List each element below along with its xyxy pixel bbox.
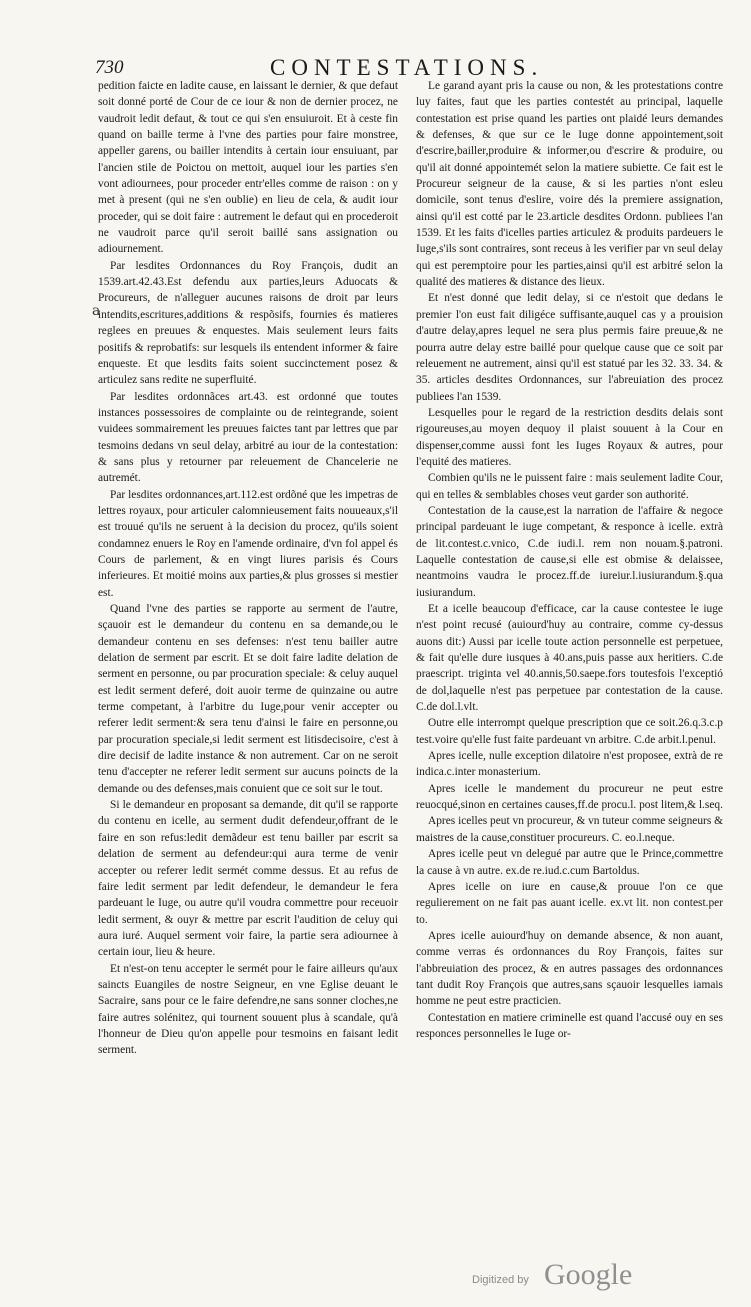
digitization-watermark	[472, 1255, 672, 1295]
paragraph: Par lesdites ordonnãces art.43. est ordonné que toutes instances possessoires de complainte ou de reintegrande, soient vuidees sommairement les preuues faictes tant par lettres que par tesmoins dedans vn seul delay, arbitré au iour de la contestation: & sans plus y retourner par releuement de Chancelerie ne autremét.	[98, 390, 398, 485]
paragraph: Apres icelle on iure en cause,& prouue l'on ce que regulierement on ne fait pas auant icelle. ex.vt lit. non contest.per to.	[416, 880, 723, 926]
paragraph: Contestation en matiere criminelle est quand l'accusé ouy en ses responces personnelles le Iuge or-	[416, 1011, 723, 1040]
paragraph: Apres icelle, nulle exception dilatoire n'est proposee, extrà de re indica.c.inter monasterium.	[416, 750, 723, 779]
running-title: CONTESTATIONS.	[270, 55, 544, 80]
paragraph: pedition faicte en ladite cause, en laissant le dernier, & que defaut soit donné porté de Cour de ce iour & non de dernier procez, ne vaudroit ledit defaut, & tout ce qui s'en ensuiuroit. Et à ceste fin quand on baille terme à l'vne des parties pour faire monstree, appeller garens, ou bailler intendits à certain iour ensuiuant, par l'ancien stile de Poictou on mettoit, auquel iour les parties s'en vont adiournees, pour proceder entr'elles comme de raison : on y met à present (qui ne s'en oublie) en lieu de cela, & audit iour proceder, qui se doit faire : autrement le defaut qui en procederoit ne vaudroit parce qu'il seroit baillé sans assignation ou adiournement.	[98, 80, 398, 256]
paragraph: Apres icelle le mandement du procureur ne peut estre reuocqué,sinon en certaines causes,ff.de procu.l. post litem,& l.seq.	[416, 782, 723, 812]
paragraph: Par lesdites Ordonnances du Roy François, dudit an 1539.art.42.43.Est defendu aux parties,leurs Aduocats & Procureurs, de n'alleguer aucunes raisons de droit par leurs intendits,escritures,additions & respõsifs, fournies és matieres reglees en preuues & enquestes. Mais seulement leurs faits positifs & reprobatifs: sur lesquels ils entendent informer & faire enqueste. Et que lesdits faits soient succinctement posez & articulez sans redite ne superfluité.	[98, 259, 398, 387]
paragraph: Combien qu'ils ne le puissent faire : mais seulement ladite Cour, qui en telles & semblables choses veut garder son authorité.	[416, 472, 723, 501]
paragraph: Contestation de la cause,est la narration de l'affaire & negoce principal pardeuant le iuge competant, & responce à icelle. extrà de lit.contest.c.vnico, C.de iudi.l. rem non nouam.§.patroni. Laquelle contestation de cause,si elle est obmise & delaissee, neantmoins vaudra le procez.ff.de iureiur.l.iusiurandum.§.qua iusiurandum.	[416, 504, 723, 599]
paragraph: Par lesdites ordonnances,art.112.est ordõné que les impetras de lettres royaux, pour articuler calomnieusement faits nouueaux,s'il est trouué qu'ils ne seruent à la decision du procez, qu'ils soient condamnez enuers le Roy en l'amende ordinaire, d'vn fol appel és Cours de parlement, & en vingt liures parisis és Cours inferieures. Et moitié moins aux parties,& plus grosses si mestier est.	[98, 488, 398, 599]
margin-note: a	[92, 303, 101, 319]
paragraph: Et n'est-on tenu accepter le sermét pour le faire ailleurs qu'aux saincts Euangiles de nostre Seigneur, en vne Eglise deuant le Sacraire, sans pour ce le faire defendre,ne sans sonner cloches,ne faire autres solénitez, qui tournent souuent plus à scandale, qu'à l'honneur de Dieu qu'on appelle pour tesmoins en faisant ledit serment.	[98, 962, 398, 1057]
paragraph: Outre elle interrompt quelque prescription que ce soit.26.q.3.c.p test.voire qu'elle fust faite pardeuant vn arbitre. C.de arbit.l.penul.	[416, 717, 723, 746]
left-column	[98, 78, 398, 1059]
google-logo: Google	[544, 1258, 633, 1291]
paragraph: Le garand ayant pris la cause ou non, & les protestations contre luy faites, faut que les parties contestét au principal, laquelle contestation est prise quand les parties ont plaidé leurs demandes & defenses, & que sur ce le Iuge donne appointement,soit d'escrire,bailler,produire & informer,ou d'escrire & produire, ou qu'il ait donné appointemét selon la matiere subiette. Ce fait est le Procureur seigneur de la cause, & si les parties n'ont esleu domicile, sont tenus d'eslire, voire dés la premiere assignation, ainsi qu'il est cotté par le 23.article desdites Ordonn. publiees l'an 1539. Et les faits d'icelles parties articulez & produits pardeuers le Iuge,s'ils sont contraires, sont receus à les verifier par vn seul delay qui est peremptoire pour les parties,ainsi qu'il est arbitré selon la qualité des matieres & distance des lieux.	[416, 80, 723, 289]
paragraph: Si le demandeur en proposant sa demande, dit qu'il se rapporte du contenu en icelle, au serment dudit defendeur,offrant de le faire en son refus:ledit demãdeur est tenu bailler par escrit sa delation de serment au defendeur:qui aura terme de venir accepter ou referer ledit sermét comme dessus. Et au refus de faire ledit serment par ledit defendeur, le demandeur le fera pardeuant le Iuge, ou autre qu'il voudra commettre pour receuoir ledit serment, & ouyr & mettre par escrit l'audition de celuy qui aura iuré. Auquel serment voir faire, la partie sera adiournee à certain iour, lieu & heure.	[98, 799, 398, 959]
paragraph: Apres icelle peut vn delegué par autre que le Prince,commettre la cause à vn autre. ex.de re.iud.c.cum Bartoldus.	[416, 848, 723, 877]
paragraph: Quand l'vne des parties se rapporte au serment de l'autre, sçauoir est le demandeur du contenu en sa demande,ou le demandeur contenu en ses defenses: n'est tenu bailler autre delation de serment par escrit. Et se doit faire ladite delation de serment en personne, ou par procuration speciale: & celuy auquel est ledit serment deferé, doit auoir terme de quinzaine ou autre terme competant, à l'arbitre du Iuge,pour venir accepter ou referer ledit serment:& sera tenu d'ainsi le faire en personne,ou par procuration speciale,si ledit serment est litisdecisoire, c'est à dire decisif de ladite instance & non autrement. Car on ne seroit tenu d'accepter ne referer ledit serment sur aucuns poincts de la demande ou des defenses,mais conuient que ce soit sur le tout.	[98, 603, 398, 795]
page-number: 730	[95, 57, 124, 78]
digitized-by-label: Digitized by	[472, 1274, 529, 1286]
paragraph: Lesquelles pour le regard de la restriction desdits delais sont rigoureuses,au moyen dequoy il plaist souuent à la Cour en dispenser,comme aussi font les Iuges Royaux & autres, pour l'equité des matieres.	[416, 406, 723, 468]
right-column	[416, 78, 723, 1042]
paragraph: Et a icelle beaucoup d'efficace, car la cause contestee le iuge n'est point recusé (auiourd'huy au contraire, comme cy-dessus auons dit:) Aussi par icelle toute action personnelle est perpetuee, & fait qu'elle dure iusques à 40.ans,puis passe aux heritiers. C.de praescript. triginta vel 40.annis,50.saepe.fors toutesfois l'exceptió de dol,laquelle n'est pas perpetuee par contestation de la cause. C.de dol.l.vlt.	[416, 603, 723, 714]
paragraph: Et n'est donné que ledit delay, si ce n'estoit que dedans le premier l'on eust fait diligéce suffisante,auquel cas y a prouision d'autre delay,apres lequel ne sera plus permis faire preuue,& ne pourra autre delay estre baillé pour quelque cause que ce soit par releuement ne autrement, ainsi qu'il est statué par les 32. 33. 34. & 35. articles desdites Ordonnances, sur l'abreuiation des procez publiees l'an 1539.	[416, 292, 723, 403]
paragraph: Apres icelle auiourd'huy on demande absence, & non auant, comme verras és ordonnances du Roy François, faites sur l'abbreuiation des procez, & en autres passages des ordonnances tant dudit Roy François que autres,sans sçauoir lesquelles iamais homme ne peut estre practicien.	[416, 929, 723, 1008]
paragraph: Apres icelles peut vn procureur, & vn tuteur comme seigneurs & maistres de la cause,constituer procureurs. C. eo.l.neque.	[416, 815, 723, 844]
